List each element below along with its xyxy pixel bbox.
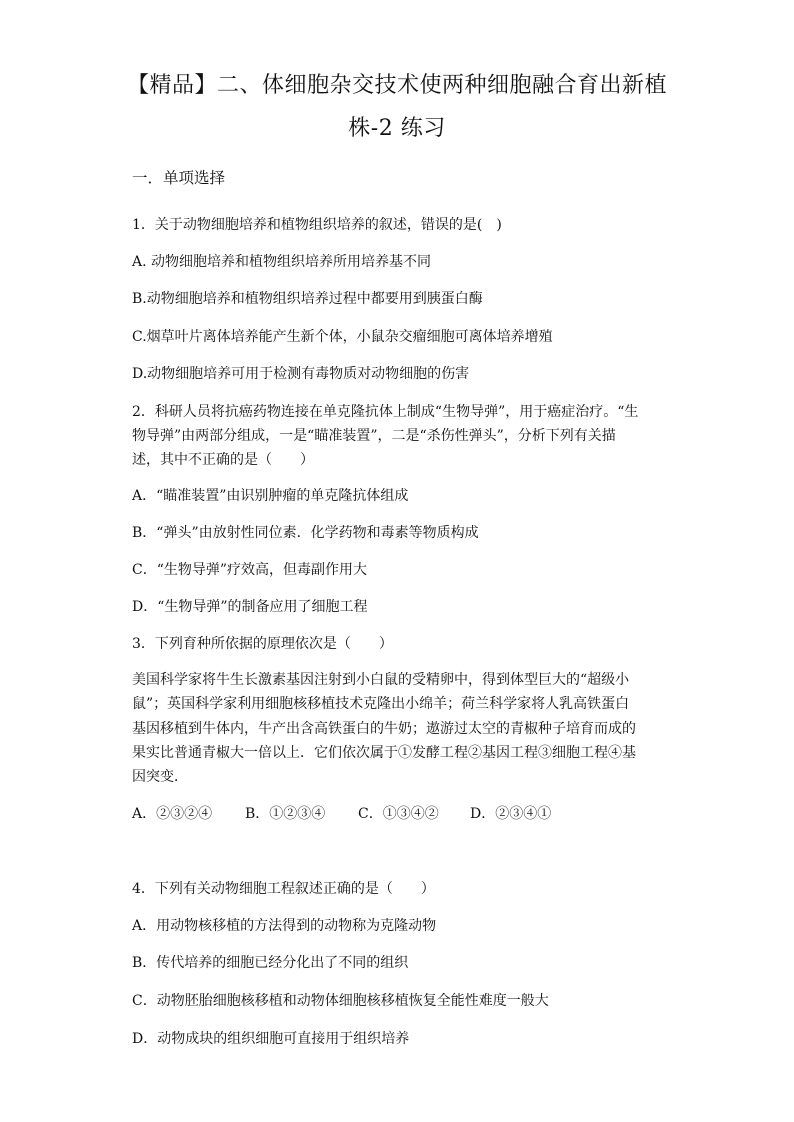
section-heading: 一．单项选择	[132, 169, 226, 187]
question-3-passage-line-2: 鼠”；英国科学家利用细胞核移植技术克隆出小绵羊；荷兰科学家将人乳高铁蛋白	[132, 696, 630, 712]
question-1-option-a: A. 动物细胞培养和植物组织培养所用培养基不同	[132, 254, 432, 270]
question-3-option-c: C．①③④②	[358, 806, 439, 822]
document-title-line-2: 株-2 练习	[348, 116, 446, 141]
question-3-options	[132, 803, 551, 823]
question-2-stem-line-1: 2．科研人员将抗癌药物连接在单克隆抗体上制成“生物导弹”，用于癌症治疗。“生	[132, 404, 639, 420]
question-4-option-b: B．传代培养的细胞已经分化出了不同的组织	[132, 955, 409, 971]
question-4-option-c: C．动物胚胎细胞核移植和动物体细胞核移植恢复全能性难度一般大	[132, 993, 549, 1009]
question-3-passage-line-5: 因突变．	[132, 769, 188, 785]
question-1-option-b: B.动物细胞培养和植物组织培养过程中都要用到胰蛋白酶	[132, 291, 483, 307]
question-3-stem: 3．下列育种所依据的原理依次是（ ）	[132, 636, 393, 652]
question-3-passage-line-3: 基因移植到牛体内，牛产出含高铁蛋白的牛奶；遨游过太空的青椒种子培育而成的	[132, 721, 636, 737]
question-3-option-a: A．②③②④	[132, 806, 213, 822]
question-2-stem-line-3: 述，其中不正确的是（ ）	[132, 452, 314, 468]
question-2-stem-line-2: 物导弹”由两部分组成，一是“瞄准装置”，二是“杀伤性弹头”，分析下列有关描	[132, 428, 616, 444]
question-2-option-b: B．“弹头”由放射性同位素．化学药物和毒素等物质构成	[132, 525, 479, 541]
question-3-passage-line-1: 美国科学家将牛生长激素基因注射到小白鼠的受精卵中，得到体型巨大的“超级小	[132, 672, 630, 688]
question-3-passage-line-4: 果实比普通青椒大一倍以上．它们依次属于①发酵工程②基因工程③细胞工程④基	[132, 745, 636, 761]
question-2-option-d: D．“生物导弹”的制备应用了细胞工程	[132, 599, 368, 615]
question-2-option-a: A．“瞄准装置”由识别肿瘤的单克隆抗体组成	[132, 488, 409, 504]
question-3-option-d: D．②③④①	[470, 806, 552, 822]
question-3-option-b: B．①②③④	[245, 806, 326, 822]
question-2-option-c: C．“生物导弹”疗效高，但毒副作用大	[132, 562, 368, 578]
question-1-option-c: C.烟草叶片离体培养能产生新个体，小鼠杂交瘤细胞可离体培养增殖	[132, 329, 553, 345]
question-4-option-a: A．用动物核移植的方法得到的动物称为克隆动物	[132, 918, 437, 934]
question-4-stem: 4．下列有关动物细胞工程叙述正确的是（ ）	[132, 881, 435, 897]
question-1-option-d: D.动物细胞培养可用于检测有毒物质对动物细胞的伤害	[132, 366, 470, 382]
question-1-stem: 1．关于动物细胞培养和植物组织培养的叙述，错误的是( )	[132, 217, 502, 233]
question-4-option-d: D．动物成块的组织细胞可直接用于组织培养	[132, 1031, 410, 1047]
document-title-line-1: 【精品】二、体细胞杂交技术使两种细胞融合育出新植	[126, 73, 667, 98]
